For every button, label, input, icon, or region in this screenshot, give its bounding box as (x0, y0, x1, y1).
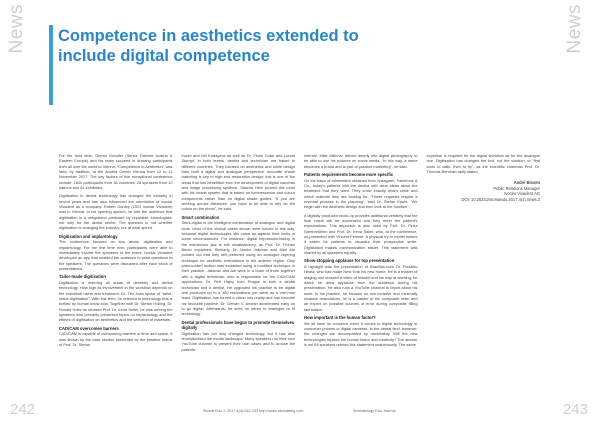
journal-footer-right: Stomatology Edu Journal (353, 409, 396, 413)
body-paragraph: A highlight was the presentation of Brazilian-born Dr. Ronaldo Hirata, who has made New York his new home. He is a master of staging and showed a video of himself and his way of working, for which he drew applause from the audience during his presentation. He also runs a YouTube channel to report about his work. In his practice, he focuses on non-invasive and minimally invasive restorations, he is a master of the composite resin and an expert on possible sources of error during composite filling fabrication. (304, 264, 418, 312)
body-paragraph: Digitisation is entering all areas of dentistry and dental technology. How high its involvement in the workflow depends on the individual users and treatment. Dr. Tim Joda spoke of “tailor-made digitisation”. With this term, he referred to technology that is fuelled by human know-how. Together with Dr. Stefan Holling, Dr. Ronald Holts he showed Prof. Dr. Irena Seller, he was among the speakers who primarily presented topics on implantology and the effects of digitisation on aesthetics and the selection of materials. (59, 280, 173, 323)
section-heading: Smart combination (181, 214, 220, 220)
column-2 (182, 153, 296, 403)
body-paragraph: A digitally produced mock-up provides additional certainty that the final result will be successful and fully meet the patient's expectations. This approach is also used by Prof. Dr. Petra Gierthmühlen and Prof. Dr. Irena Sailer, who, at the conference, co-presented with Vincent Fehmer. A physical try-in model makes it easier for patients to visualize their prospective smile. Digitisation makes communication easier. This statement was shared by all speakers equally. (304, 212, 418, 256)
body-paragraph: expertise is required for the digital workflow as for the analogue one. Digitisation has changed the tool, not the solution, or “first learn to walk, then to fly”, as the scientific chairman Prof. Dr. Thomas Bernhart aptly stated. (426, 153, 540, 175)
body-paragraph: CAD/CAM is capable of overcoming barriers of time and space. It was shown by the case studies presented by the practice teams of Prof. Dr. Stefan (59, 331, 173, 348)
section-heading: How important is the human factor? (304, 315, 376, 321)
author-name: André Bissen (513, 180, 540, 186)
body-paragraph: interest. Mike Milkovic delved deeply into digital photography to be able to use his pictures on social media. “In this way, a name becomes a brand and is part of practice marketing”, he said. (304, 153, 418, 169)
body-paragraph: Digitisation has not only changed technology, but it has also revolutionised the media landscape. Many speakers run their own YouTube channel to present their own cases and to arouse the patients' (181, 330, 295, 352)
column-1 (59, 153, 173, 403)
section-heading: Tailor-made digitisation (59, 274, 106, 280)
section-heading: Digitisation and implantology (59, 233, 118, 239)
section-heading: Dental professionals have begun to promote themselves digitally (181, 319, 295, 331)
body-paragraph: The conference focused on two areas: digitisation and implantology. For the first time ever, participants were able to immediately involve the speakers of the event. Ivoclar Vivadent developed an app that enabled the audience to pose questions to the speakers. The questions were discussed after each block of presentations. (59, 239, 173, 272)
column-4 (427, 153, 541, 403)
author-role: Public Relations Manager (493, 185, 540, 191)
body-paragraph: Digitisation in dental technology has changed the industry in recent years and has also influenced the orientation of Ivoclar Vivadent as a company. Robert Ganley (CEO Ivoclar Vivadent) was in Vienna. In his opening speech, he told the audience that digitisation is a megatrend predicted by reputable futurologists: not only for the dental sector. The question is not whether digitisation is changing the industry, but at what speed. (59, 193, 173, 231)
article-doi: DOI: 10.25241/stomaedu.2017.4(4).news.2 (461, 196, 540, 202)
title-accent-bar (49, 25, 53, 105)
page-number-right: 243 (562, 401, 588, 418)
page-number-left: 242 (10, 401, 36, 418)
body-paragraph: On the basis of information obtained from Instagram, Facebook & Co., today's patients visit the dentist with clear ideas about the treatment that they want. They know exactly which smile and which material they are looking for. “These requests require a reversal process in the planning”, said Dr. Stefan Koubi. “We begin with the aesthetic design and then look at the function”. (304, 177, 418, 210)
article-body (59, 153, 540, 403)
journal-footer-left: Stoma Edu J. 2017;4(4):242-243 http://www.stomaeduj.com (203, 409, 304, 413)
body-paragraph: Semi-digital is the intelligent combination of analogue and digital tools. Most of the clinical cases shown were solved in this way, because digital technologies still come up against their limits in some circumstances. For instance, digital impression-taking in the edentulous jaw is still unsatisfactory, as Prof. Dr. Florian Beuer explained. Similarly, Dr. Marko Jakovac and Mirri Ale pointed out that they still preferred using an analogue layering technique for aesthetic restorations in the anterior region. Only prerecorded motion was extracted using a modified technique in their practice. Jakovac and Ale work in a team of three together with a digital technician, who is responsible for the CAD/CAM applications. Dr. Petr Hajny from Prague is both a dental technician and a dentist. He upgraded his practice to be digital and produces up to a 150 restorations per week as a one-man team. Digitisation has turned a vision into reality and has become his favourite pastime. Dr. Gerwin V. Arnetzl accelerated early on to go digital. Afterwards, he sees no return to analogue or fit technology. (181, 220, 295, 317)
body-paragraph: For the third time, Gernot Schuller (Senior Director Austria & Eastern Europe) and his team succeed in drawing participants from all over the world to Vienna. “Competence in Aesthetics” was held, by tradition, at the Austria Center Vienna from 10 to 11 November 2017. The key factors of this exceptional conference include: 1600 participants from 36 countries, 28 speakers from 10 nations and 61 exhibitors. (59, 153, 173, 191)
section-heading: Show-stopping applause for top presentation (304, 258, 395, 264)
author-signature (427, 180, 541, 202)
body-paragraph: Koubi and Nili Kudayeva as well as Dr. Florin Cofar and Lorant Stumpf. In both teams, dentist and technician are based in different countries. They focused on aesthetics and smile design from both a digital and analogue perspective. Accurate shade matching is key to high-end restoration design; this is one of the areas that has benefitted from the development of digital cameras and image processing systems. Sascha Hein proved this point with his shade system that is based on luminescence and colour components rather than on digital shade guides. “If you are working across distances, you have to be able to rely on the colour on the photo”, he said. (181, 153, 295, 212)
section-label-right: News (564, 4, 585, 54)
column-3 (304, 153, 418, 403)
article-title: Competence in aesthetics extended to include digital competence (58, 27, 359, 65)
body-paragraph: We all have no concerns when it comes to digital technology or consumer phones or digital cameras. In the dental field, however, the changes are accompanied by uncertainty. Will the new technologies replace the human factor and creativity? The answer is no! All speakers refuted this statement unanimously. The same (304, 320, 418, 348)
section-heading: Patients requirements become more specific (304, 172, 394, 178)
section-heading: CAD/CAM overcomes barriers (59, 325, 119, 331)
author-company: Ivoclar Vivadent AG (504, 191, 540, 197)
section-label-left: News (6, 4, 27, 54)
